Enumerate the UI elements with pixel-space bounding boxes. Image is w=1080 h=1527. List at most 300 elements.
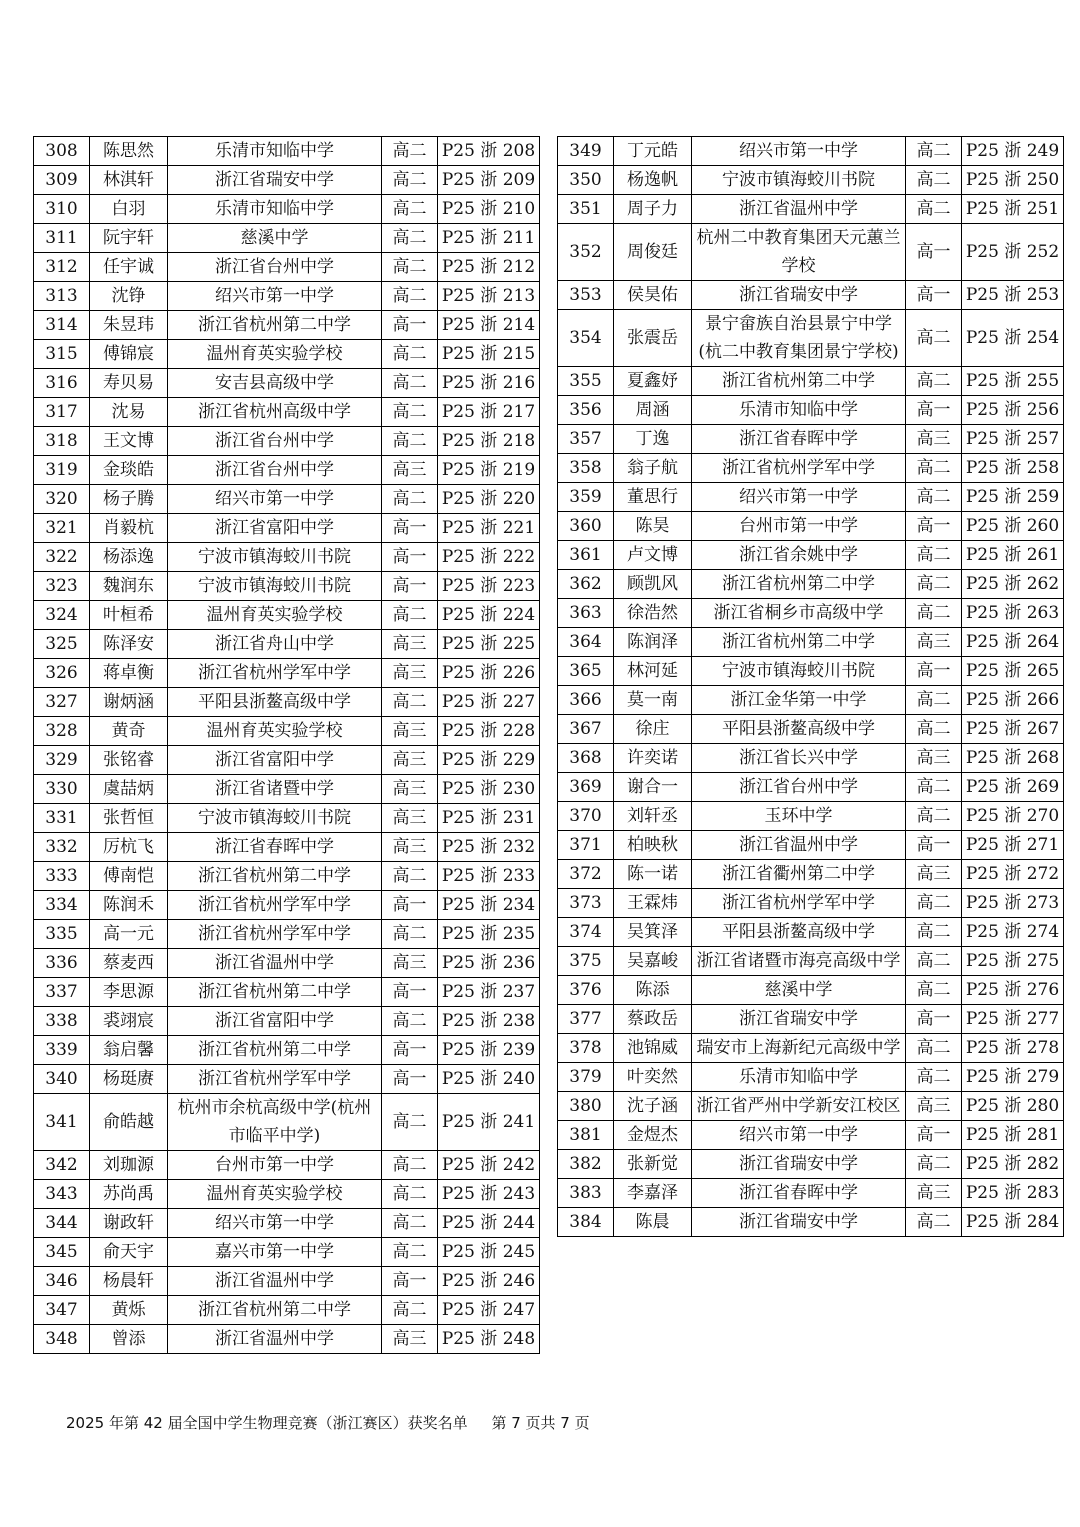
student-name: 傅南恺 bbox=[90, 862, 168, 891]
row-number: 366 bbox=[558, 686, 614, 715]
student-name: 徐浩然 bbox=[614, 599, 692, 628]
grade: 高一 bbox=[906, 831, 962, 860]
student-name: 蔡政岳 bbox=[614, 1005, 692, 1034]
grade: 高三 bbox=[906, 744, 962, 773]
row-number: 325 bbox=[34, 630, 90, 659]
row-number: 329 bbox=[34, 746, 90, 775]
table-row bbox=[34, 1180, 540, 1209]
school-name: 乐清市知临中学 bbox=[692, 1063, 906, 1092]
grade: 高二 bbox=[906, 137, 962, 166]
award-id: P25 浙 230 bbox=[438, 775, 540, 804]
award-id: P25 浙 276 bbox=[962, 976, 1064, 1005]
row-number: 351 bbox=[558, 195, 614, 224]
award-id: P25 浙 264 bbox=[962, 628, 1064, 657]
school-name: 浙江省长兴中学 bbox=[692, 744, 906, 773]
table-row bbox=[34, 427, 540, 456]
grade: 高二 bbox=[906, 1063, 962, 1092]
school-name: 浙江省杭州第二中学 bbox=[168, 1296, 382, 1325]
school-name: 浙江省诸暨市海亮高级中学 bbox=[692, 947, 906, 976]
row-number: 317 bbox=[34, 398, 90, 427]
student-name: 陈一诺 bbox=[614, 860, 692, 889]
award-id: P25 浙 256 bbox=[962, 396, 1064, 425]
table-row bbox=[34, 253, 540, 282]
school-name: 杭州市余杭高级中学(杭州市临平中学) bbox=[168, 1094, 382, 1151]
table-row bbox=[34, 456, 540, 485]
school-name: 浙江省杭州学军中学 bbox=[692, 889, 906, 918]
table-row bbox=[34, 137, 540, 166]
school-name: 瑞安市上海新纪元高级中学 bbox=[692, 1034, 906, 1063]
grade: 高三 bbox=[382, 630, 438, 659]
row-number: 375 bbox=[558, 947, 614, 976]
award-id: P25 浙 258 bbox=[962, 454, 1064, 483]
grade: 高一 bbox=[906, 281, 962, 310]
student-name: 曾添 bbox=[90, 1325, 168, 1354]
student-name: 张震岳 bbox=[614, 310, 692, 367]
student-name: 许奕诺 bbox=[614, 744, 692, 773]
student-name: 陈昊 bbox=[614, 512, 692, 541]
school-name: 浙江省瑞安中学 bbox=[692, 281, 906, 310]
table-row bbox=[34, 1151, 540, 1180]
award-id: P25 浙 279 bbox=[962, 1063, 1064, 1092]
grade: 高二 bbox=[906, 166, 962, 195]
award-id: P25 浙 234 bbox=[438, 891, 540, 920]
school-name: 温州育英实验学校 bbox=[168, 601, 382, 630]
table-row bbox=[34, 543, 540, 572]
grade: 高二 bbox=[906, 195, 962, 224]
row-number: 372 bbox=[558, 860, 614, 889]
row-number: 376 bbox=[558, 976, 614, 1005]
table-row bbox=[558, 715, 1064, 744]
award-id: P25 浙 260 bbox=[962, 512, 1064, 541]
grade: 高二 bbox=[382, 1296, 438, 1325]
school-name: 浙江省温州中学 bbox=[168, 1267, 382, 1296]
student-name: 杨逸帆 bbox=[614, 166, 692, 195]
award-id: P25 浙 238 bbox=[438, 1007, 540, 1036]
table-row bbox=[34, 514, 540, 543]
student-name: 莫一南 bbox=[614, 686, 692, 715]
grade: 高二 bbox=[382, 340, 438, 369]
grade: 高二 bbox=[382, 1180, 438, 1209]
grade: 高二 bbox=[906, 570, 962, 599]
award-id: P25 浙 246 bbox=[438, 1267, 540, 1296]
student-name: 徐庄 bbox=[614, 715, 692, 744]
award-id: P25 浙 282 bbox=[962, 1150, 1064, 1179]
award-id: P25 浙 218 bbox=[438, 427, 540, 456]
grade: 高二 bbox=[382, 688, 438, 717]
row-number: 340 bbox=[34, 1065, 90, 1094]
student-name: 黄奇 bbox=[90, 717, 168, 746]
table-row bbox=[558, 947, 1064, 976]
school-name: 温州育英实验学校 bbox=[168, 717, 382, 746]
student-name: 朱昱玮 bbox=[90, 311, 168, 340]
grade: 高二 bbox=[382, 282, 438, 311]
table-row bbox=[34, 1267, 540, 1296]
grade: 高三 bbox=[382, 1325, 438, 1354]
award-id: P25 浙 280 bbox=[962, 1092, 1064, 1121]
table-row bbox=[558, 195, 1064, 224]
school-name: 浙江省春晖中学 bbox=[692, 1179, 906, 1208]
school-name: 温州育英实验学校 bbox=[168, 340, 382, 369]
student-name: 陈思然 bbox=[90, 137, 168, 166]
award-id: P25 浙 209 bbox=[438, 166, 540, 195]
school-name: 浙江省杭州第二中学 bbox=[168, 311, 382, 340]
row-number: 347 bbox=[34, 1296, 90, 1325]
student-name: 翁启馨 bbox=[90, 1036, 168, 1065]
student-name: 虞喆炳 bbox=[90, 775, 168, 804]
school-name: 浙江省温州中学 bbox=[692, 831, 906, 860]
grade: 高二 bbox=[382, 224, 438, 253]
award-id: P25 浙 225 bbox=[438, 630, 540, 659]
table-row bbox=[558, 166, 1064, 195]
footer-page-number: 第 7 页共 7 页 bbox=[491, 1414, 590, 1432]
table-row bbox=[34, 601, 540, 630]
student-name: 张哲恒 bbox=[90, 804, 168, 833]
student-name: 李嘉泽 bbox=[614, 1179, 692, 1208]
grade: 高二 bbox=[906, 454, 962, 483]
grade: 高二 bbox=[906, 599, 962, 628]
school-name: 浙江省瑞安中学 bbox=[692, 1005, 906, 1034]
school-name: 浙江金华第一中学 bbox=[692, 686, 906, 715]
row-number: 336 bbox=[34, 949, 90, 978]
award-id: P25 浙 266 bbox=[962, 686, 1064, 715]
student-name: 陈润禾 bbox=[90, 891, 168, 920]
row-number: 360 bbox=[558, 512, 614, 541]
grade: 高一 bbox=[382, 978, 438, 1007]
row-number: 365 bbox=[558, 657, 614, 686]
grade: 高二 bbox=[382, 601, 438, 630]
school-name: 宁波市镇海蛟川书院 bbox=[692, 657, 906, 686]
grade: 高二 bbox=[906, 310, 962, 367]
row-number: 380 bbox=[558, 1092, 614, 1121]
student-name: 吴箕泽 bbox=[614, 918, 692, 947]
row-number: 362 bbox=[558, 570, 614, 599]
school-name: 浙江省衢州第二中学 bbox=[692, 860, 906, 889]
student-name: 张铭睿 bbox=[90, 746, 168, 775]
table-row bbox=[34, 717, 540, 746]
student-name: 金琰皓 bbox=[90, 456, 168, 485]
table-row bbox=[34, 920, 540, 949]
award-id: P25 浙 211 bbox=[438, 224, 540, 253]
student-name: 苏尚禹 bbox=[90, 1180, 168, 1209]
award-id: P25 浙 214 bbox=[438, 311, 540, 340]
grade: 高二 bbox=[906, 889, 962, 918]
student-name: 杨子腾 bbox=[90, 485, 168, 514]
table-row bbox=[34, 340, 540, 369]
student-name: 董思行 bbox=[614, 483, 692, 512]
table-row bbox=[34, 398, 540, 427]
table-row bbox=[34, 1238, 540, 1267]
award-id: P25 浙 250 bbox=[962, 166, 1064, 195]
grade: 高三 bbox=[382, 659, 438, 688]
award-id: P25 浙 216 bbox=[438, 369, 540, 398]
grade: 高二 bbox=[382, 862, 438, 891]
row-number: 357 bbox=[558, 425, 614, 454]
school-name: 慈溪中学 bbox=[692, 976, 906, 1005]
table-row bbox=[558, 541, 1064, 570]
row-number: 316 bbox=[34, 369, 90, 398]
table-row bbox=[558, 454, 1064, 483]
award-id: P25 浙 268 bbox=[962, 744, 1064, 773]
row-number: 384 bbox=[558, 1208, 614, 1237]
school-name: 浙江省瑞安中学 bbox=[168, 166, 382, 195]
award-id: P25 浙 240 bbox=[438, 1065, 540, 1094]
table-row bbox=[558, 831, 1064, 860]
table-row bbox=[558, 367, 1064, 396]
school-name: 景宁畲族自治县景宁中学(杭二中教育集团景宁学校) bbox=[692, 310, 906, 367]
table-row bbox=[558, 512, 1064, 541]
grade: 高二 bbox=[382, 1209, 438, 1238]
school-name: 浙江省杭州学军中学 bbox=[168, 659, 382, 688]
award-id: P25 浙 233 bbox=[438, 862, 540, 891]
table-row bbox=[558, 599, 1064, 628]
row-number: 354 bbox=[558, 310, 614, 367]
row-number: 331 bbox=[34, 804, 90, 833]
award-id: P25 浙 223 bbox=[438, 572, 540, 601]
student-name: 裘翊宸 bbox=[90, 1007, 168, 1036]
table-row bbox=[558, 686, 1064, 715]
row-number: 320 bbox=[34, 485, 90, 514]
row-number: 326 bbox=[34, 659, 90, 688]
award-id: P25 浙 284 bbox=[962, 1208, 1064, 1237]
row-number: 323 bbox=[34, 572, 90, 601]
table-row bbox=[34, 1296, 540, 1325]
award-id: P25 浙 249 bbox=[962, 137, 1064, 166]
row-number: 330 bbox=[34, 775, 90, 804]
school-name: 浙江省春晖中学 bbox=[168, 833, 382, 862]
school-name: 乐清市知临中学 bbox=[692, 396, 906, 425]
grade: 高一 bbox=[906, 396, 962, 425]
award-id: P25 浙 242 bbox=[438, 1151, 540, 1180]
table-row bbox=[558, 1034, 1064, 1063]
award-id: P25 浙 267 bbox=[962, 715, 1064, 744]
award-id: P25 浙 222 bbox=[438, 543, 540, 572]
grade: 高二 bbox=[906, 947, 962, 976]
award-id: P25 浙 254 bbox=[962, 310, 1064, 367]
table-row bbox=[34, 282, 540, 311]
row-number: 361 bbox=[558, 541, 614, 570]
school-name: 绍兴市第一中学 bbox=[692, 483, 906, 512]
row-number: 321 bbox=[34, 514, 90, 543]
student-name: 陈润泽 bbox=[614, 628, 692, 657]
row-number: 314 bbox=[34, 311, 90, 340]
award-id: P25 浙 244 bbox=[438, 1209, 540, 1238]
student-name: 谢政轩 bbox=[90, 1209, 168, 1238]
table-row bbox=[34, 1325, 540, 1354]
award-id: P25 浙 273 bbox=[962, 889, 1064, 918]
grade: 高三 bbox=[382, 804, 438, 833]
grade: 高二 bbox=[382, 485, 438, 514]
grade: 高三 bbox=[906, 628, 962, 657]
school-name: 浙江省春晖中学 bbox=[692, 425, 906, 454]
school-name: 平阳县浙鳌高级中学 bbox=[692, 918, 906, 947]
table-row bbox=[558, 1092, 1064, 1121]
grade: 高一 bbox=[382, 543, 438, 572]
table-row bbox=[558, 918, 1064, 947]
award-id: P25 浙 263 bbox=[962, 599, 1064, 628]
table-row bbox=[34, 775, 540, 804]
grade: 高一 bbox=[382, 1036, 438, 1065]
award-id: P25 浙 281 bbox=[962, 1121, 1064, 1150]
table-row bbox=[34, 1209, 540, 1238]
grade: 高二 bbox=[382, 398, 438, 427]
award-id: P25 浙 219 bbox=[438, 456, 540, 485]
school-name: 浙江省杭州第二中学 bbox=[168, 862, 382, 891]
row-number: 332 bbox=[34, 833, 90, 862]
table-row bbox=[34, 1094, 540, 1151]
student-name: 俞天宇 bbox=[90, 1238, 168, 1267]
student-name: 陈泽安 bbox=[90, 630, 168, 659]
row-number: 339 bbox=[34, 1036, 90, 1065]
table-row bbox=[558, 802, 1064, 831]
row-number: 368 bbox=[558, 744, 614, 773]
award-id: P25 浙 270 bbox=[962, 802, 1064, 831]
school-name: 绍兴市第一中学 bbox=[692, 1121, 906, 1150]
grade: 高一 bbox=[906, 1005, 962, 1034]
row-number: 355 bbox=[558, 367, 614, 396]
award-id: P25 浙 255 bbox=[962, 367, 1064, 396]
row-number: 379 bbox=[558, 1063, 614, 1092]
school-name: 绍兴市第一中学 bbox=[168, 485, 382, 514]
grade: 高二 bbox=[906, 541, 962, 570]
school-name: 绍兴市第一中学 bbox=[168, 1209, 382, 1238]
school-name: 宁波市镇海蛟川书院 bbox=[168, 572, 382, 601]
table-row bbox=[34, 311, 540, 340]
student-name: 黄烁 bbox=[90, 1296, 168, 1325]
award-id: P25 浙 271 bbox=[962, 831, 1064, 860]
award-id: P25 浙 212 bbox=[438, 253, 540, 282]
grade: 高一 bbox=[906, 657, 962, 686]
school-name: 嘉兴市第一中学 bbox=[168, 1238, 382, 1267]
school-name: 浙江省温州中学 bbox=[168, 1325, 382, 1354]
table-row bbox=[558, 1121, 1064, 1150]
row-number: 327 bbox=[34, 688, 90, 717]
grade: 高二 bbox=[382, 166, 438, 195]
grade: 高三 bbox=[906, 1179, 962, 1208]
award-id: P25 浙 257 bbox=[962, 425, 1064, 454]
student-name: 周涵 bbox=[614, 396, 692, 425]
student-name: 肖毅杭 bbox=[90, 514, 168, 543]
table-row bbox=[558, 976, 1064, 1005]
row-number: 342 bbox=[34, 1151, 90, 1180]
row-number: 346 bbox=[34, 1267, 90, 1296]
school-name: 浙江省温州中学 bbox=[168, 949, 382, 978]
student-name: 周俊廷 bbox=[614, 224, 692, 281]
row-number: 377 bbox=[558, 1005, 614, 1034]
award-id: P25 浙 210 bbox=[438, 195, 540, 224]
school-name: 浙江省杭州学军中学 bbox=[168, 1065, 382, 1094]
award-id: P25 浙 262 bbox=[962, 570, 1064, 599]
school-name: 浙江省瑞安中学 bbox=[692, 1150, 906, 1179]
school-name: 浙江省瑞安中学 bbox=[692, 1208, 906, 1237]
table-row bbox=[558, 1005, 1064, 1034]
grade: 高一 bbox=[906, 512, 962, 541]
grade: 高三 bbox=[382, 456, 438, 485]
table-row bbox=[34, 166, 540, 195]
award-id: P25 浙 235 bbox=[438, 920, 540, 949]
student-name: 陈添 bbox=[614, 976, 692, 1005]
table-row bbox=[558, 1063, 1064, 1092]
grade: 高二 bbox=[906, 367, 962, 396]
school-name: 平阳县浙鳌高级中学 bbox=[168, 688, 382, 717]
table-row bbox=[34, 804, 540, 833]
table-row bbox=[558, 657, 1064, 686]
award-id: P25 浙 221 bbox=[438, 514, 540, 543]
grade: 高二 bbox=[382, 1238, 438, 1267]
school-name: 乐清市知临中学 bbox=[168, 137, 382, 166]
table-row bbox=[34, 949, 540, 978]
grade: 高一 bbox=[382, 1065, 438, 1094]
student-name: 寿贝易 bbox=[90, 369, 168, 398]
award-id: P25 浙 226 bbox=[438, 659, 540, 688]
award-id: P25 浙 272 bbox=[962, 860, 1064, 889]
school-name: 浙江省杭州第二中学 bbox=[168, 978, 382, 1007]
student-name: 夏鑫妤 bbox=[614, 367, 692, 396]
student-name: 沈铮 bbox=[90, 282, 168, 311]
school-name: 浙江省杭州第二中学 bbox=[168, 1036, 382, 1065]
school-name: 绍兴市第一中学 bbox=[168, 282, 382, 311]
grade: 高一 bbox=[382, 572, 438, 601]
row-number: 319 bbox=[34, 456, 90, 485]
student-name: 王文博 bbox=[90, 427, 168, 456]
school-name: 安吉县高级中学 bbox=[168, 369, 382, 398]
award-table-left bbox=[33, 136, 540, 1354]
row-number: 310 bbox=[34, 195, 90, 224]
grade: 高二 bbox=[906, 976, 962, 1005]
student-name: 刘轩丞 bbox=[614, 802, 692, 831]
award-id: P25 浙 228 bbox=[438, 717, 540, 746]
award-id: P25 浙 208 bbox=[438, 137, 540, 166]
grade: 高一 bbox=[382, 891, 438, 920]
school-name: 浙江省余姚中学 bbox=[692, 541, 906, 570]
award-id: P25 浙 248 bbox=[438, 1325, 540, 1354]
table-row bbox=[34, 746, 540, 775]
school-name: 平阳县浙鳌高级中学 bbox=[692, 715, 906, 744]
table-row bbox=[34, 659, 540, 688]
student-name: 叶桓希 bbox=[90, 601, 168, 630]
grade: 高三 bbox=[906, 1092, 962, 1121]
grade: 高二 bbox=[382, 253, 438, 282]
school-name: 温州育英实验学校 bbox=[168, 1180, 382, 1209]
row-number: 364 bbox=[558, 628, 614, 657]
award-id: P25 浙 213 bbox=[438, 282, 540, 311]
student-name: 叶奕然 bbox=[614, 1063, 692, 1092]
grade: 高三 bbox=[382, 746, 438, 775]
row-number: 359 bbox=[558, 483, 614, 512]
award-id: P25 浙 277 bbox=[962, 1005, 1064, 1034]
grade: 高一 bbox=[906, 224, 962, 281]
award-id: P25 浙 243 bbox=[438, 1180, 540, 1209]
award-id: P25 浙 237 bbox=[438, 978, 540, 1007]
student-name: 谢合一 bbox=[614, 773, 692, 802]
school-name: 玉环中学 bbox=[692, 802, 906, 831]
award-id: P25 浙 220 bbox=[438, 485, 540, 514]
grade: 高三 bbox=[906, 425, 962, 454]
student-name: 吴嘉峻 bbox=[614, 947, 692, 976]
table-row bbox=[34, 369, 540, 398]
table-row bbox=[558, 396, 1064, 425]
award-id: P25 浙 245 bbox=[438, 1238, 540, 1267]
row-number: 308 bbox=[34, 137, 90, 166]
award-id: P25 浙 227 bbox=[438, 688, 540, 717]
row-number: 350 bbox=[558, 166, 614, 195]
row-number: 367 bbox=[558, 715, 614, 744]
grade: 高三 bbox=[382, 775, 438, 804]
award-id: P25 浙 275 bbox=[962, 947, 1064, 976]
student-name: 王霖炜 bbox=[614, 889, 692, 918]
school-name: 乐清市知临中学 bbox=[168, 195, 382, 224]
school-name: 浙江省杭州学军中学 bbox=[168, 891, 382, 920]
award-id: P25 浙 217 bbox=[438, 398, 540, 427]
